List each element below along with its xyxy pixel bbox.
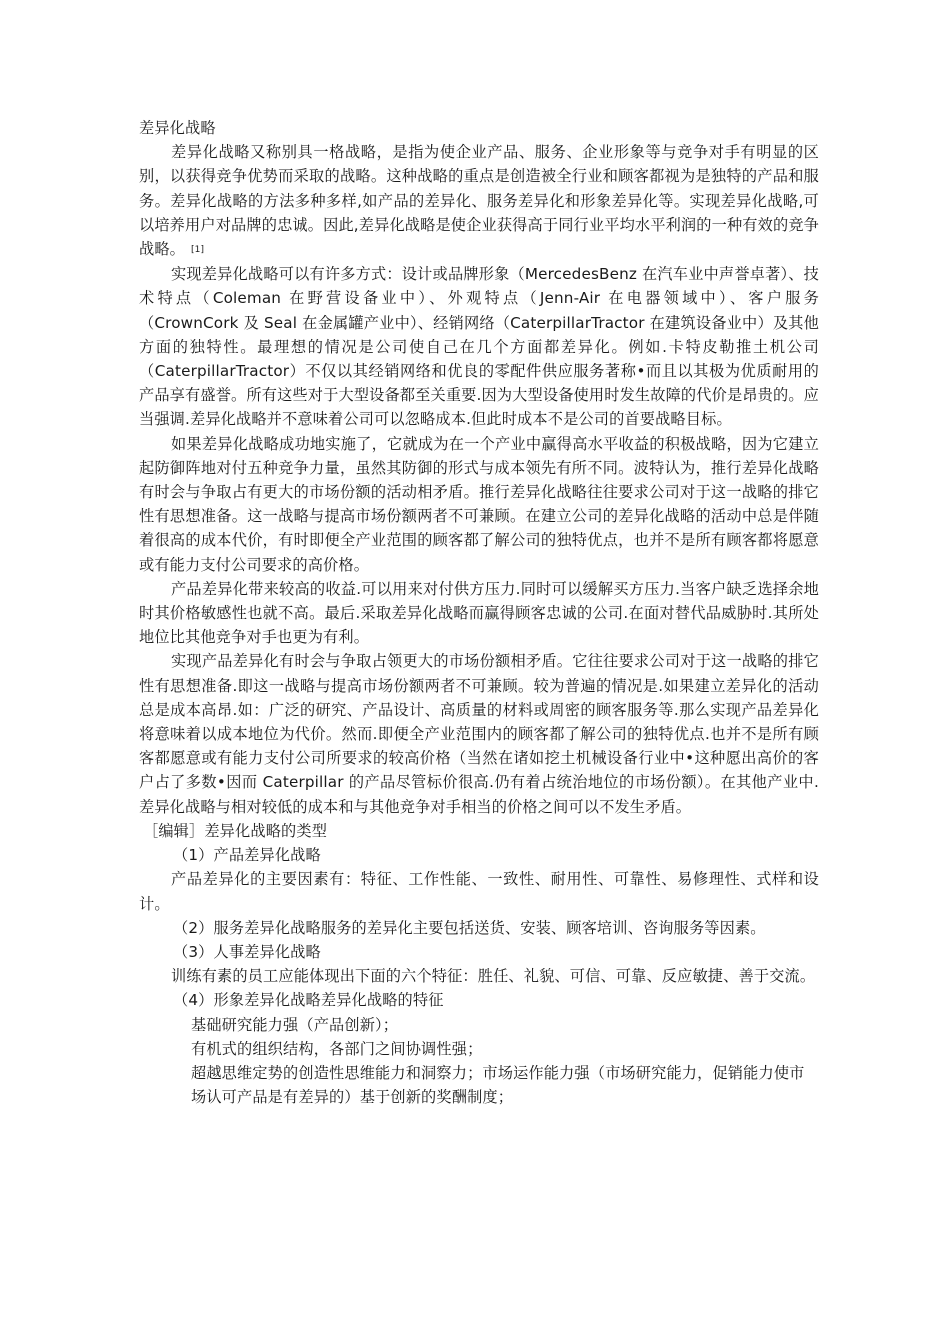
citation-link[interactable]: [1] [191,245,205,256]
paragraph-methods: 实现差异化战略可以有许多方式：设计或品牌形象（MercedesBenz 在汽车业中声誉卓著）、技术特点（Coleman 在野营设备业中）、外观特点（Jenn-Air 在电器领域中）、客户服务（CrownCork 及 Seal 在金属罐产业中）、经销网络（CaterpillarTractor 在建筑设备业中）及其他方面的独特性。最理想的情况是公司使自己在几个方面都差异化。例如.卡特皮勒推土机公司（CaterpillarTractor）不仅以其经销网络和优良的零配件供应服务著称•而且以其极为优质耐用的产品享有盛誉。所有这些对于大型设备都至关重要.因为大型设备使用时发生故障的代价是昂贵的。应当强调.差异化战略并不意味着公司可以忽略成本.但此时成本不是公司的首要战略目标。 [139,265,819,429]
feature-item: 基础研究能力强（产品创新）； [191,1015,399,1034]
document-page [139,116,819,1109]
paragraph-definition [139,140,819,262]
feature-item: 有机式的组织结构，各部门之间协调性强； [191,1039,483,1058]
type1-text: 产品差异化的主要因素有：特征、工作性能、一致性、耐用性、可靠性、易修理性、式样和设计。 [139,870,819,913]
type1-heading: （1）产品差异化战略 [173,846,321,865]
section-heading-types[interactable]: ［编辑］差异化战略的类型 [143,821,328,840]
paragraph-conflict: 实现产品差异化有时会与争取占领更大的市场份额相矛盾。它往往要求公司对于这一战略的排它性有思想准备.即这一战略与提高市场份额两者不可兼顾。较为普遍的情况是.如果建立差异化的活动总是成本高昂.如：广泛的研究、产品设计、高质量的材料或周密的顾客服务等.那么实现产品差异化将意味着以成本地位为代价。然而.即便全产业范围内的顾客都了解公司的独特优点.也并不是所有顾客都愿意或有能力支付公司所要求的较高价格（当然在诸如挖土机械设备行业中•这种愿出高价的客户占了多数•因而 Caterpillar 的产品尽管标价很高.仍有着占统治地位的市场份额）。在其他产业中.差异化战略与相对较低的成本和与其他竞争对手相当的价格之间可以不发生矛盾。 [139,652,819,816]
type3-text: 训练有素的员工应能体现出下面的六个特征：胜任、礼貌、可信、可靠、反应敏捷、善于交流。 [171,967,816,986]
feature-item: 超越思维定势的创造性思维能力和洞察力；市场运作能力强（市场研究能力，促销能力使市场认可产品是有差异的）基于创新的奖酬制度； [191,1063,805,1107]
paragraph-definition-text: 差异化战略又称别具一格战略，是指为使企业产品、服务、企业形象等与竞争对手有明显的区别，以获得竞争优势而采取的战略。这种战略的重点是创造被全行业和顾客都视为是独特的产品和服务。差异化战略的方法多种多样,如产品的差异化、服务差异化和形象差异化等。实现差异化战略,可以培养用户对品牌的忠诚。因此,差异化战略是使企业获得高于同行业平均水平利润的一种有效的竞争战略。 [139,143,819,259]
paragraph-benefits: 产品差异化带来较高的收益.可以用来对付供方压力.同时可以缓解买方压力.当客户缺乏选择余地时其价格敏感性也就不高。最后.采取差异化战略而赢得顾客忠诚的公司.在面对替代品威胁时.其所处地位比其他竞争对手也更为有利。 [139,579,819,647]
type2-text: （2）服务差异化战略服务的差异化主要包括送货、安装、顾客培训、咨询服务等因素。 [173,918,766,937]
paragraph-success: 如果差异化战略成功地实施了，它就成为在一个产业中赢得高水平收益的积极战略，因为它建立起防御阵地对付五种竞争力量，虽然其防御的形式与成本领先有所不同。波特认为，推行差异化战略有时会与争取占有更大的市场份额的活动相矛盾。推行差异化战略往往要求公司对于这一战略的排它性有思想准备。这一战略与提高市场份额两者不可兼顾。在建立公司的差异化战略的活动中总是伴随着很高的成本代价，有时即便全产业范围的顾客都了解公司的独特优点，也并不是所有顾客都将愿意或有能力支付公司要求的高价格。 [139,434,819,574]
type4-heading: （4）形象差异化战略差异化战略的特征 [173,991,444,1010]
document-title: 差异化战略 [139,119,216,137]
type3-heading: （3）人事差异化战略 [173,942,321,961]
